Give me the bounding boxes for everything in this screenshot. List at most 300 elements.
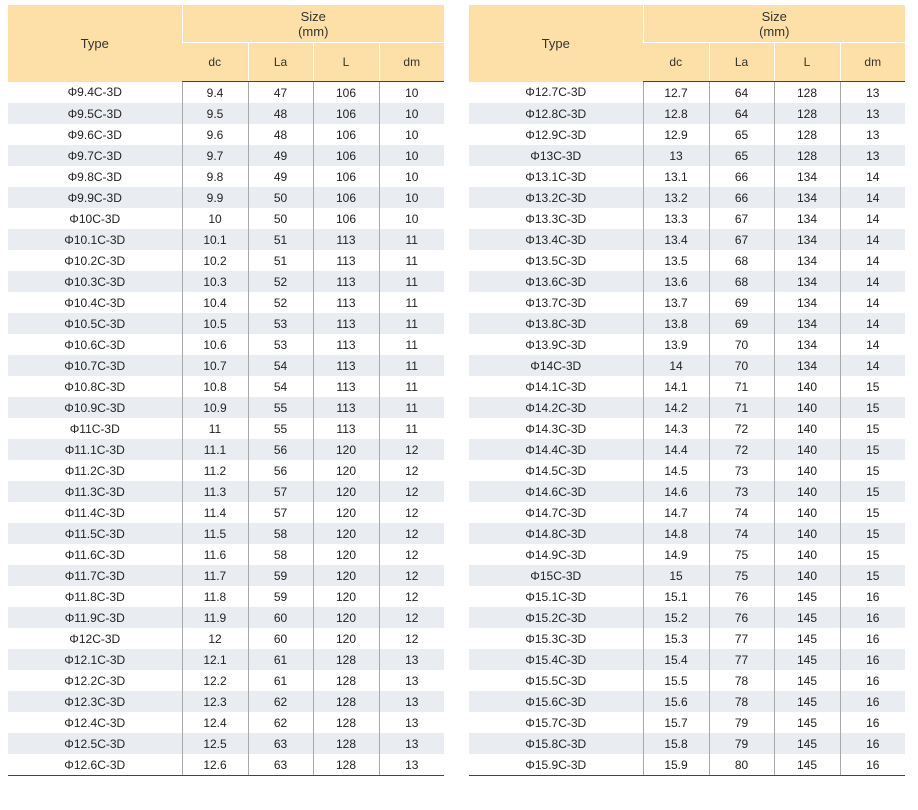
table-row bbox=[8, 607, 444, 628]
dm-cell: 15 bbox=[840, 481, 905, 502]
type-cell: Φ13.7C-3D bbox=[525, 295, 587, 310]
table-row bbox=[8, 439, 444, 460]
dm-cell: 12 bbox=[379, 544, 444, 565]
type-cell: Φ14.2C-3D bbox=[469, 397, 643, 418]
la-cell: 57 bbox=[248, 481, 313, 502]
dc-cell: 10.3 bbox=[182, 271, 248, 292]
type-cell: Φ13.2C-3D bbox=[469, 187, 643, 208]
type-cell: Φ13.4C-3D bbox=[469, 229, 643, 250]
dc-cell: 9.4 bbox=[182, 82, 248, 104]
type-cell: Φ15.3C-3D bbox=[525, 631, 587, 646]
l-cell: 128 bbox=[774, 82, 840, 104]
type-cell: Φ13.5C-3D bbox=[525, 253, 587, 268]
dm-cell: 11 bbox=[379, 355, 444, 376]
dc-cell: 15 bbox=[643, 565, 709, 586]
la-cell: 62 bbox=[248, 712, 313, 733]
dm-cell: 15 bbox=[840, 397, 905, 418]
dc-cell: 12.2 bbox=[182, 670, 248, 691]
dm-cell: 14 bbox=[840, 334, 905, 355]
size-label: Size bbox=[300, 8, 326, 24]
dc-cell: 11.7 bbox=[182, 565, 248, 586]
la-cell: 54 bbox=[248, 355, 313, 376]
dc-header: dc bbox=[182, 43, 248, 82]
l-cell: 134 bbox=[774, 229, 840, 250]
la-cell: 60 bbox=[248, 628, 313, 649]
dc-cell: 11.5 bbox=[182, 523, 248, 544]
la-cell: 69 bbox=[709, 292, 774, 313]
type-cell: Φ13.1C-3D bbox=[525, 169, 587, 184]
dc-cell: 12.4 bbox=[182, 712, 248, 733]
type-cell: Φ10.2C-3D bbox=[64, 253, 126, 268]
dc-cell: 13.4 bbox=[643, 229, 709, 250]
la-cell: 72 bbox=[709, 418, 774, 439]
la-cell: 73 bbox=[709, 460, 774, 481]
dc-cell: 11.1 bbox=[182, 439, 248, 460]
la-cell: 68 bbox=[709, 250, 774, 271]
type-cell: Φ12.5C-3D bbox=[8, 733, 182, 754]
la-cell: 50 bbox=[248, 187, 313, 208]
table-row bbox=[469, 733, 905, 754]
table-row bbox=[8, 649, 444, 670]
table-row bbox=[469, 712, 905, 733]
dm-cell: 16 bbox=[840, 691, 905, 712]
dc-cell: 12.8 bbox=[643, 103, 709, 124]
type-cell: Φ12C-3D bbox=[69, 631, 121, 646]
la-cell: 65 bbox=[709, 124, 774, 145]
l-cell: 145 bbox=[774, 712, 840, 733]
dm-cell: 15 bbox=[840, 565, 905, 586]
dm-cell: 16 bbox=[840, 754, 905, 776]
l-cell: 145 bbox=[774, 670, 840, 691]
dm-cell: 14 bbox=[840, 313, 905, 334]
type-cell: Φ14.5C-3D bbox=[525, 463, 587, 478]
table-row bbox=[469, 334, 905, 355]
type-cell: Φ15.9C-3D bbox=[469, 754, 643, 776]
dc-cell: 14.1 bbox=[643, 376, 709, 397]
dm-cell: 11 bbox=[379, 376, 444, 397]
type-cell: Φ10.9C-3D bbox=[8, 397, 182, 418]
type-cell: Φ13.9C-3D bbox=[525, 337, 587, 352]
l-cell: 140 bbox=[774, 460, 840, 481]
dm-cell: 11 bbox=[379, 313, 444, 334]
dc-cell: 10 bbox=[182, 208, 248, 229]
l-cell: 145 bbox=[774, 649, 840, 670]
dc-cell: 10.4 bbox=[182, 292, 248, 313]
dc-cell: 14.5 bbox=[643, 460, 709, 481]
type-header: Type bbox=[469, 5, 643, 82]
table-row bbox=[469, 82, 905, 104]
dm-cell: 11 bbox=[379, 229, 444, 250]
l-cell: 113 bbox=[313, 250, 379, 271]
spec-table-left bbox=[8, 5, 444, 776]
table-row bbox=[8, 733, 444, 754]
la-cell: 64 bbox=[709, 82, 774, 104]
dm-cell: 12 bbox=[379, 628, 444, 649]
type-cell: Φ13.3C-3D bbox=[525, 211, 587, 226]
la-cell: 79 bbox=[709, 712, 774, 733]
la-cell: 68 bbox=[709, 271, 774, 292]
type-cell: Φ11.1C-3D bbox=[8, 439, 182, 460]
table-row bbox=[469, 586, 905, 607]
l-cell: 128 bbox=[313, 649, 379, 670]
la-cell: 55 bbox=[248, 397, 313, 418]
type-cell: Φ10.3C-3D bbox=[8, 271, 182, 292]
la-header: La bbox=[709, 43, 774, 82]
l-cell: 113 bbox=[313, 313, 379, 334]
table-row bbox=[469, 313, 905, 334]
dm-cell: 13 bbox=[379, 733, 444, 754]
table-row bbox=[8, 82, 444, 104]
l-cell: 134 bbox=[774, 166, 840, 187]
la-cell: 65 bbox=[709, 145, 774, 166]
l-cell: 120 bbox=[313, 439, 379, 460]
dc-cell: 11.3 bbox=[182, 481, 248, 502]
dc-cell: 10.2 bbox=[182, 250, 248, 271]
type-cell: Φ15.1C-3D bbox=[525, 589, 587, 604]
dm-cell: 16 bbox=[840, 670, 905, 691]
dm-cell: 11 bbox=[379, 250, 444, 271]
dm-cell: 12 bbox=[379, 439, 444, 460]
la-cell: 66 bbox=[709, 187, 774, 208]
dm-cell: 14 bbox=[840, 166, 905, 187]
table-body bbox=[469, 82, 905, 776]
type-cell: Φ12.6C-3D bbox=[8, 754, 182, 776]
la-header: La bbox=[248, 43, 313, 82]
la-cell: 75 bbox=[709, 544, 774, 565]
dm-cell: 16 bbox=[840, 586, 905, 607]
dc-cell: 10.7 bbox=[182, 355, 248, 376]
type-cell: Φ14.3C-3D bbox=[525, 421, 587, 436]
la-cell: 49 bbox=[248, 166, 313, 187]
table-row bbox=[8, 187, 444, 208]
table-row bbox=[8, 544, 444, 565]
l-cell: 134 bbox=[774, 187, 840, 208]
la-cell: 48 bbox=[248, 124, 313, 145]
dm-cell: 13 bbox=[379, 649, 444, 670]
dm-cell: 12 bbox=[379, 481, 444, 502]
l-cell: 120 bbox=[313, 628, 379, 649]
dc-cell: 9.5 bbox=[182, 103, 248, 124]
dm-cell: 14 bbox=[840, 292, 905, 313]
dm-cell: 13 bbox=[840, 145, 905, 166]
l-cell: 113 bbox=[313, 376, 379, 397]
la-cell: 71 bbox=[709, 376, 774, 397]
table-row bbox=[469, 271, 905, 292]
dc-cell: 10.1 bbox=[182, 229, 248, 250]
dc-cell: 15.3 bbox=[643, 628, 709, 649]
type-cell: Φ11.7C-3D bbox=[8, 565, 182, 586]
dm-header: dm bbox=[840, 43, 905, 82]
la-cell: 58 bbox=[248, 544, 313, 565]
table-row bbox=[8, 355, 444, 376]
dm-cell: 14 bbox=[840, 187, 905, 208]
dc-cell: 11.8 bbox=[182, 586, 248, 607]
dc-cell: 11 bbox=[182, 418, 248, 439]
dc-cell: 15.9 bbox=[643, 754, 709, 776]
type-cell: Φ12.8C-3D bbox=[469, 103, 643, 124]
dc-cell: 9.6 bbox=[182, 124, 248, 145]
dm-cell: 13 bbox=[840, 103, 905, 124]
type-cell: Φ10.8C-3D bbox=[64, 379, 126, 394]
dm-cell: 10 bbox=[379, 145, 444, 166]
la-cell: 67 bbox=[709, 208, 774, 229]
type-cell: Φ9.4C-3D bbox=[67, 85, 122, 100]
la-cell: 49 bbox=[248, 145, 313, 166]
dm-cell: 12 bbox=[379, 565, 444, 586]
type-cell: Φ11.2C-3D bbox=[64, 463, 125, 478]
la-cell: 70 bbox=[709, 355, 774, 376]
type-cell: Φ11.3C-3D bbox=[8, 481, 182, 502]
l-cell: 140 bbox=[774, 544, 840, 565]
type-header: Type bbox=[8, 5, 182, 82]
la-cell: 60 bbox=[248, 607, 313, 628]
dc-cell: 14.6 bbox=[643, 481, 709, 502]
size-label: Size bbox=[761, 8, 787, 24]
la-cell: 71 bbox=[709, 397, 774, 418]
dm-cell: 15 bbox=[840, 460, 905, 481]
type-cell: Φ11.5C-3D bbox=[8, 523, 182, 544]
la-cell: 62 bbox=[248, 691, 313, 712]
dm-cell: 10 bbox=[379, 124, 444, 145]
table-row bbox=[469, 208, 905, 229]
la-cell: 67 bbox=[709, 229, 774, 250]
l-cell: 145 bbox=[774, 691, 840, 712]
l-cell: 134 bbox=[774, 355, 840, 376]
la-cell: 58 bbox=[248, 523, 313, 544]
la-cell: 70 bbox=[709, 334, 774, 355]
dm-cell: 12 bbox=[379, 607, 444, 628]
type-cell: Φ9.6C-3D bbox=[67, 127, 122, 142]
table-row bbox=[469, 502, 905, 523]
la-cell: 63 bbox=[248, 754, 313, 776]
l-cell: 145 bbox=[774, 733, 840, 754]
dc-cell: 14.9 bbox=[643, 544, 709, 565]
la-cell: 78 bbox=[709, 691, 774, 712]
dc-cell: 11.4 bbox=[182, 502, 248, 523]
table-row bbox=[469, 628, 905, 649]
dm-cell: 12 bbox=[379, 586, 444, 607]
dc-cell: 9.7 bbox=[182, 145, 248, 166]
l-cell: 120 bbox=[313, 607, 379, 628]
type-cell: Φ11C-3D bbox=[69, 421, 120, 436]
dc-cell: 13.6 bbox=[643, 271, 709, 292]
table-row bbox=[8, 712, 444, 733]
dc-cell: 11.9 bbox=[182, 607, 248, 628]
l-cell: 128 bbox=[313, 733, 379, 754]
type-cell: Φ9.5C-3D bbox=[8, 103, 182, 124]
type-cell: Φ15C-3D bbox=[469, 565, 643, 586]
dc-cell: 12 bbox=[182, 628, 248, 649]
l-cell: 113 bbox=[313, 271, 379, 292]
dm-cell: 11 bbox=[379, 271, 444, 292]
dm-cell: 13 bbox=[379, 712, 444, 733]
table-row bbox=[8, 586, 444, 607]
dm-cell: 14 bbox=[840, 229, 905, 250]
table-row bbox=[469, 250, 905, 271]
table-row bbox=[469, 439, 905, 460]
la-cell: 69 bbox=[709, 313, 774, 334]
l-cell: 145 bbox=[774, 586, 840, 607]
table-row bbox=[469, 397, 905, 418]
table-row bbox=[8, 670, 444, 691]
l-cell: 140 bbox=[774, 397, 840, 418]
dm-cell: 10 bbox=[379, 103, 444, 124]
dc-cell: 13.3 bbox=[643, 208, 709, 229]
l-cell: 145 bbox=[774, 628, 840, 649]
l-cell: 120 bbox=[313, 586, 379, 607]
dc-cell: 10.9 bbox=[182, 397, 248, 418]
l-cell: 140 bbox=[774, 439, 840, 460]
type-cell: Φ10.1C-3D bbox=[8, 229, 182, 250]
la-cell: 59 bbox=[248, 586, 313, 607]
la-cell: 51 bbox=[248, 250, 313, 271]
table-row bbox=[8, 376, 444, 397]
dm-cell: 11 bbox=[379, 397, 444, 418]
la-cell: 53 bbox=[248, 334, 313, 355]
table-row bbox=[8, 565, 444, 586]
table-row bbox=[8, 334, 444, 355]
table-row bbox=[8, 313, 444, 334]
table-header bbox=[469, 5, 905, 82]
type-cell: Φ9.9C-3D bbox=[8, 187, 182, 208]
dc-cell: 13.9 bbox=[643, 334, 709, 355]
la-cell: 47 bbox=[248, 82, 313, 104]
table-row bbox=[8, 145, 444, 166]
table-row bbox=[469, 145, 905, 166]
table-row bbox=[8, 229, 444, 250]
type-cell: Φ15.4C-3D bbox=[469, 649, 643, 670]
la-cell: 54 bbox=[248, 376, 313, 397]
type-cell: Φ10.5C-3D bbox=[8, 313, 182, 334]
l-cell: 120 bbox=[313, 544, 379, 565]
l-cell: 145 bbox=[774, 754, 840, 776]
dm-cell: 14 bbox=[840, 208, 905, 229]
l-header: L bbox=[313, 43, 379, 82]
table-row bbox=[8, 481, 444, 502]
type-cell: Φ15.5C-3D bbox=[525, 673, 587, 688]
type-cell: Φ10C-3D bbox=[69, 211, 121, 226]
table-row bbox=[8, 271, 444, 292]
table-row bbox=[469, 292, 905, 313]
dm-cell: 14 bbox=[840, 271, 905, 292]
type-cell: Φ14.1C-3D bbox=[525, 379, 587, 394]
dc-cell: 11.2 bbox=[182, 460, 248, 481]
table-header bbox=[8, 5, 444, 82]
type-cell: Φ10.7C-3D bbox=[8, 355, 182, 376]
la-cell: 61 bbox=[248, 670, 313, 691]
dc-cell: 12.7 bbox=[643, 82, 709, 104]
table-row bbox=[469, 670, 905, 691]
dm-cell: 11 bbox=[379, 418, 444, 439]
dm-cell: 16 bbox=[840, 607, 905, 628]
type-cell: Φ14.6C-3D bbox=[469, 481, 643, 502]
l-cell: 120 bbox=[313, 502, 379, 523]
l-cell: 128 bbox=[313, 754, 379, 776]
dm-cell: 13 bbox=[840, 124, 905, 145]
dc-cell: 14 bbox=[643, 355, 709, 376]
l-header: L bbox=[774, 43, 840, 82]
table-row bbox=[8, 397, 444, 418]
l-cell: 106 bbox=[313, 208, 379, 229]
la-cell: 74 bbox=[709, 523, 774, 544]
dc-cell: 10.5 bbox=[182, 313, 248, 334]
dm-cell: 15 bbox=[840, 544, 905, 565]
dm-cell: 11 bbox=[379, 334, 444, 355]
type-cell: Φ12.9C-3D bbox=[525, 127, 587, 142]
l-cell: 113 bbox=[313, 292, 379, 313]
la-cell: 56 bbox=[248, 439, 313, 460]
dm-cell: 15 bbox=[840, 376, 905, 397]
dc-cell: 13 bbox=[643, 145, 709, 166]
table-row bbox=[8, 208, 444, 229]
la-cell: 77 bbox=[709, 649, 774, 670]
l-cell: 134 bbox=[774, 334, 840, 355]
l-cell: 113 bbox=[313, 334, 379, 355]
la-cell: 76 bbox=[709, 586, 774, 607]
dm-cell: 15 bbox=[840, 439, 905, 460]
la-cell: 66 bbox=[709, 166, 774, 187]
dc-cell: 10.8 bbox=[182, 376, 248, 397]
dc-cell: 10.6 bbox=[182, 334, 248, 355]
dm-cell: 10 bbox=[379, 187, 444, 208]
dm-cell: 14 bbox=[840, 355, 905, 376]
dc-cell: 12.1 bbox=[182, 649, 248, 670]
table-row bbox=[8, 103, 444, 124]
la-cell: 59 bbox=[248, 565, 313, 586]
dm-cell: 15 bbox=[840, 418, 905, 439]
l-cell: 113 bbox=[313, 397, 379, 418]
type-cell: Φ13.6C-3D bbox=[469, 271, 643, 292]
l-cell: 140 bbox=[774, 418, 840, 439]
type-cell: Φ15.8C-3D bbox=[469, 733, 643, 754]
type-cell: Φ14.7C-3D bbox=[525, 505, 587, 520]
dc-cell: 11.6 bbox=[182, 544, 248, 565]
type-cell: Φ14C-3D bbox=[469, 355, 643, 376]
la-cell: 80 bbox=[709, 754, 774, 776]
type-cell: Φ11.9C-3D bbox=[8, 607, 182, 628]
l-cell: 106 bbox=[313, 187, 379, 208]
spec-table-right bbox=[469, 5, 905, 776]
type-cell: Φ15.7C-3D bbox=[525, 715, 587, 730]
type-cell: Φ12.1C-3D bbox=[8, 649, 182, 670]
l-cell: 128 bbox=[313, 670, 379, 691]
la-cell: 75 bbox=[709, 565, 774, 586]
l-cell: 128 bbox=[774, 103, 840, 124]
l-cell: 106 bbox=[313, 166, 379, 187]
l-cell: 106 bbox=[313, 82, 379, 104]
table-row bbox=[8, 691, 444, 712]
size-header bbox=[182, 5, 444, 43]
dc-cell: 13.7 bbox=[643, 292, 709, 313]
table-row bbox=[8, 292, 444, 313]
l-cell: 145 bbox=[774, 607, 840, 628]
table-row bbox=[469, 355, 905, 376]
la-cell: 73 bbox=[709, 481, 774, 502]
type-cell: Φ12.7C-3D bbox=[525, 85, 587, 100]
table-row bbox=[469, 544, 905, 565]
dm-cell: 13 bbox=[840, 82, 905, 104]
dm-cell: 16 bbox=[840, 628, 905, 649]
dc-cell: 15.7 bbox=[643, 712, 709, 733]
dm-cell: 15 bbox=[840, 502, 905, 523]
l-cell: 120 bbox=[313, 460, 379, 481]
dc-cell: 13.2 bbox=[643, 187, 709, 208]
la-cell: 79 bbox=[709, 733, 774, 754]
l-cell: 140 bbox=[774, 481, 840, 502]
table-body bbox=[8, 82, 444, 776]
dm-cell: 12 bbox=[379, 523, 444, 544]
type-cell: Φ12.4C-3D bbox=[64, 715, 126, 730]
